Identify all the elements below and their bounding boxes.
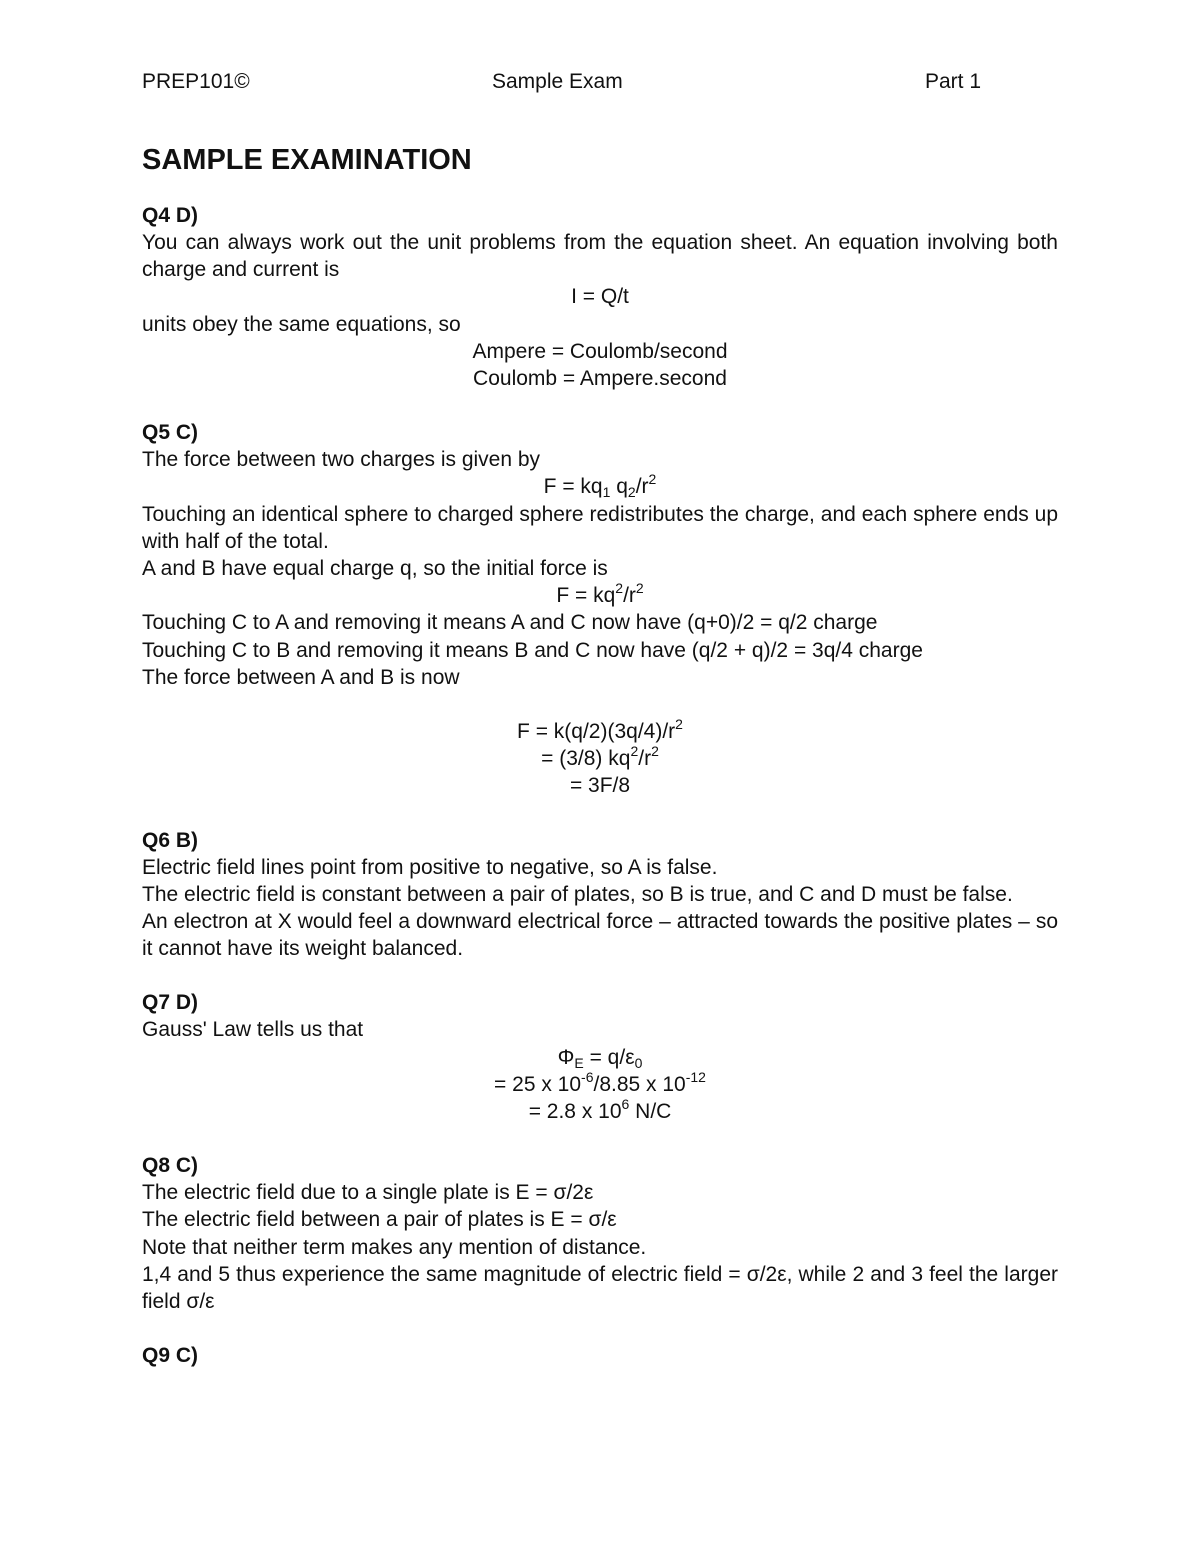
q7-equation-2: = 25 x $10^{-6}/8.85$ x $10^{-12}$ <box>494 1068 706 1096</box>
q8-paragraph-3: Note that neither term makes any mention of distance. <box>142 1235 647 1259</box>
q4-paragraph-1: You can always work out the unit problems from the equation sheet. An equation involving both charge and current is <box>142 231 1058 282</box>
q6-paragraph-1: Electric field lines point from positive to negative, so A is false. <box>142 855 718 879</box>
question-q4 <box>142 202 1058 392</box>
q8-paragraph-2: The electric field between a pair of plates is E = σ/ε <box>142 1208 617 1232</box>
question-q7 <box>142 989 1058 1125</box>
q4-equation-3: Coulomb = Ampere.second <box>473 367 727 391</box>
q4-equation-1: I = Q/t <box>571 285 629 309</box>
q5-equation-4: = (3/8) $kq^2/r^2$ <box>541 743 659 771</box>
q8-heading: Q8 C) <box>142 1154 199 1178</box>
q7-heading: Q7 D) <box>142 991 199 1015</box>
q5-paragraph-6: The force between A and B is now <box>142 665 460 689</box>
q4-heading: Q4 D) <box>142 204 199 227</box>
q7-equation-3: = 2.8 x $10^6$ N/C <box>528 1096 672 1124</box>
header-center: Sample Exam <box>492 70 623 93</box>
q9-heading: Q9 C) <box>142 1344 199 1368</box>
q8-paragraph-4: 1,4 and 5 thus experience the same magnitude of electric field = σ/2ε, while 2 and 3 feel the larger field σ/ε <box>142 1262 1058 1314</box>
q6-paragraph-3: An electron at X would feel a downward electrical force – attracted towards the positive plates – so it cannot have its weight balanced. <box>142 910 1058 961</box>
q5-paragraph-2: Touching an identical sphere to charged sphere redistributes the charge, and each sphere ends up with half of the total. <box>142 502 1058 553</box>
question-q5 <box>142 419 1058 799</box>
q5-equation-5: = 3F/8 <box>569 774 631 798</box>
question-q6 <box>142 827 1058 963</box>
question-q9 <box>142 1342 1058 1369</box>
q6-paragraph-2: The electric field is constant between a pair of plates, so B is true, and C and D must be false. <box>142 882 1013 906</box>
page-header <box>142 70 988 98</box>
q5-heading: Q5 C) <box>142 421 199 445</box>
q5-equation-2: $F = kq^2/r^2$ <box>556 580 644 608</box>
header-right: Part 1 <box>925 70 982 93</box>
q4-equation-2: Ampere = Coulomb/second <box>472 339 728 363</box>
q5-paragraph-5: Touching C to B and removing it means B and C now have (q/2 + q)/2 = 3q/4 charge <box>142 638 923 662</box>
document-body <box>142 140 1058 1369</box>
q5-equation-1: $F = kq_1$ $q_2/r^2$ <box>543 471 657 501</box>
document-title: SAMPLE EXAMINATION <box>142 144 472 176</box>
q4-paragraph-2: units obey the same equations, so <box>142 312 461 336</box>
q5-paragraph-3: A and B have equal charge q, so the initial force is <box>142 557 608 581</box>
q5-equation-3: $F = k(q/2)(3q/4)/r^2$ <box>517 716 683 744</box>
q7-equation-1: $\Phi_E = q/\varepsilon_0$ <box>557 1045 643 1071</box>
q7-paragraph-1: Gauss' Law tells us that <box>142 1018 364 1042</box>
q8-paragraph-1: The electric field due to a single plate is E = σ/2ε <box>142 1181 594 1205</box>
q6-heading: Q6 B) <box>142 828 199 852</box>
q5-paragraph-4: Touching C to A and removing it means A and C now have (q+0)/2 = q/2 charge <box>142 611 878 635</box>
question-q8 <box>142 1152 1058 1315</box>
header-left: PREP101© <box>142 70 250 93</box>
q5-paragraph-1: The force between two charges is given by <box>142 448 541 472</box>
